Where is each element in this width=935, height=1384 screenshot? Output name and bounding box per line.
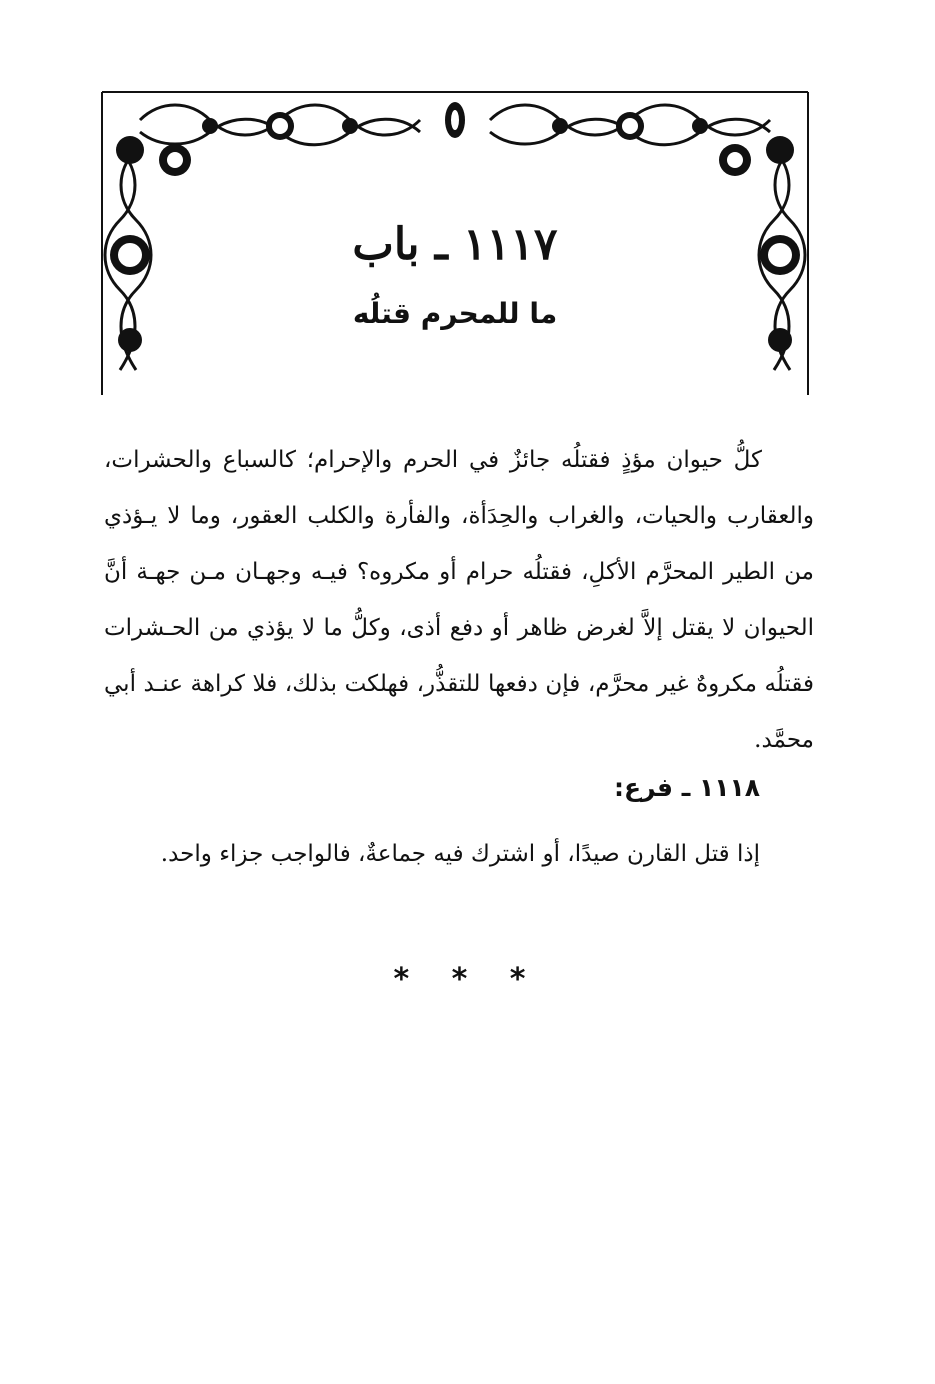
paragraph: كلُّ حيوان مؤذٍ فقتلُه جائزٌ في الحرم والإحرام؛ كالسباع والحشرات، والعقارب والحيات، والغراب والحِدَأة، والفأرة والكلب العقور، وما لا يـؤذي من الطير المحرَّم الأكلِ، فقتلُه حرام أو مكروه؟ فيـه وجهـان مـن جهـة أنَّ الحيوان لا يقتل إلاَّ لغرض ظاهر أو دفع أذى، وكلُّ ما لا يؤذي من الحـشرات فقتلُه مكروهٌ غير محرَّم، فإن دفعها للتقذُّر، فهلكت بذلك، فلا كراهة عنـد أبي محمَّد.	[104, 447, 814, 753]
section-separator: * * *	[393, 962, 542, 997]
chapter-heading	[100, 210, 810, 334]
subsection-heading: ١١١٨ ـ فرع:	[614, 773, 760, 802]
subsection-text: إذا قتل القارن صيدًا، أو اشترك فيه جماعةٌ، فالواجب جزاء واحد.	[160, 841, 760, 867]
chapter-title: ١١١٧ ـ باب	[352, 219, 558, 270]
chapter-subtitle: ما للمحرم قتلُه	[352, 297, 558, 330]
